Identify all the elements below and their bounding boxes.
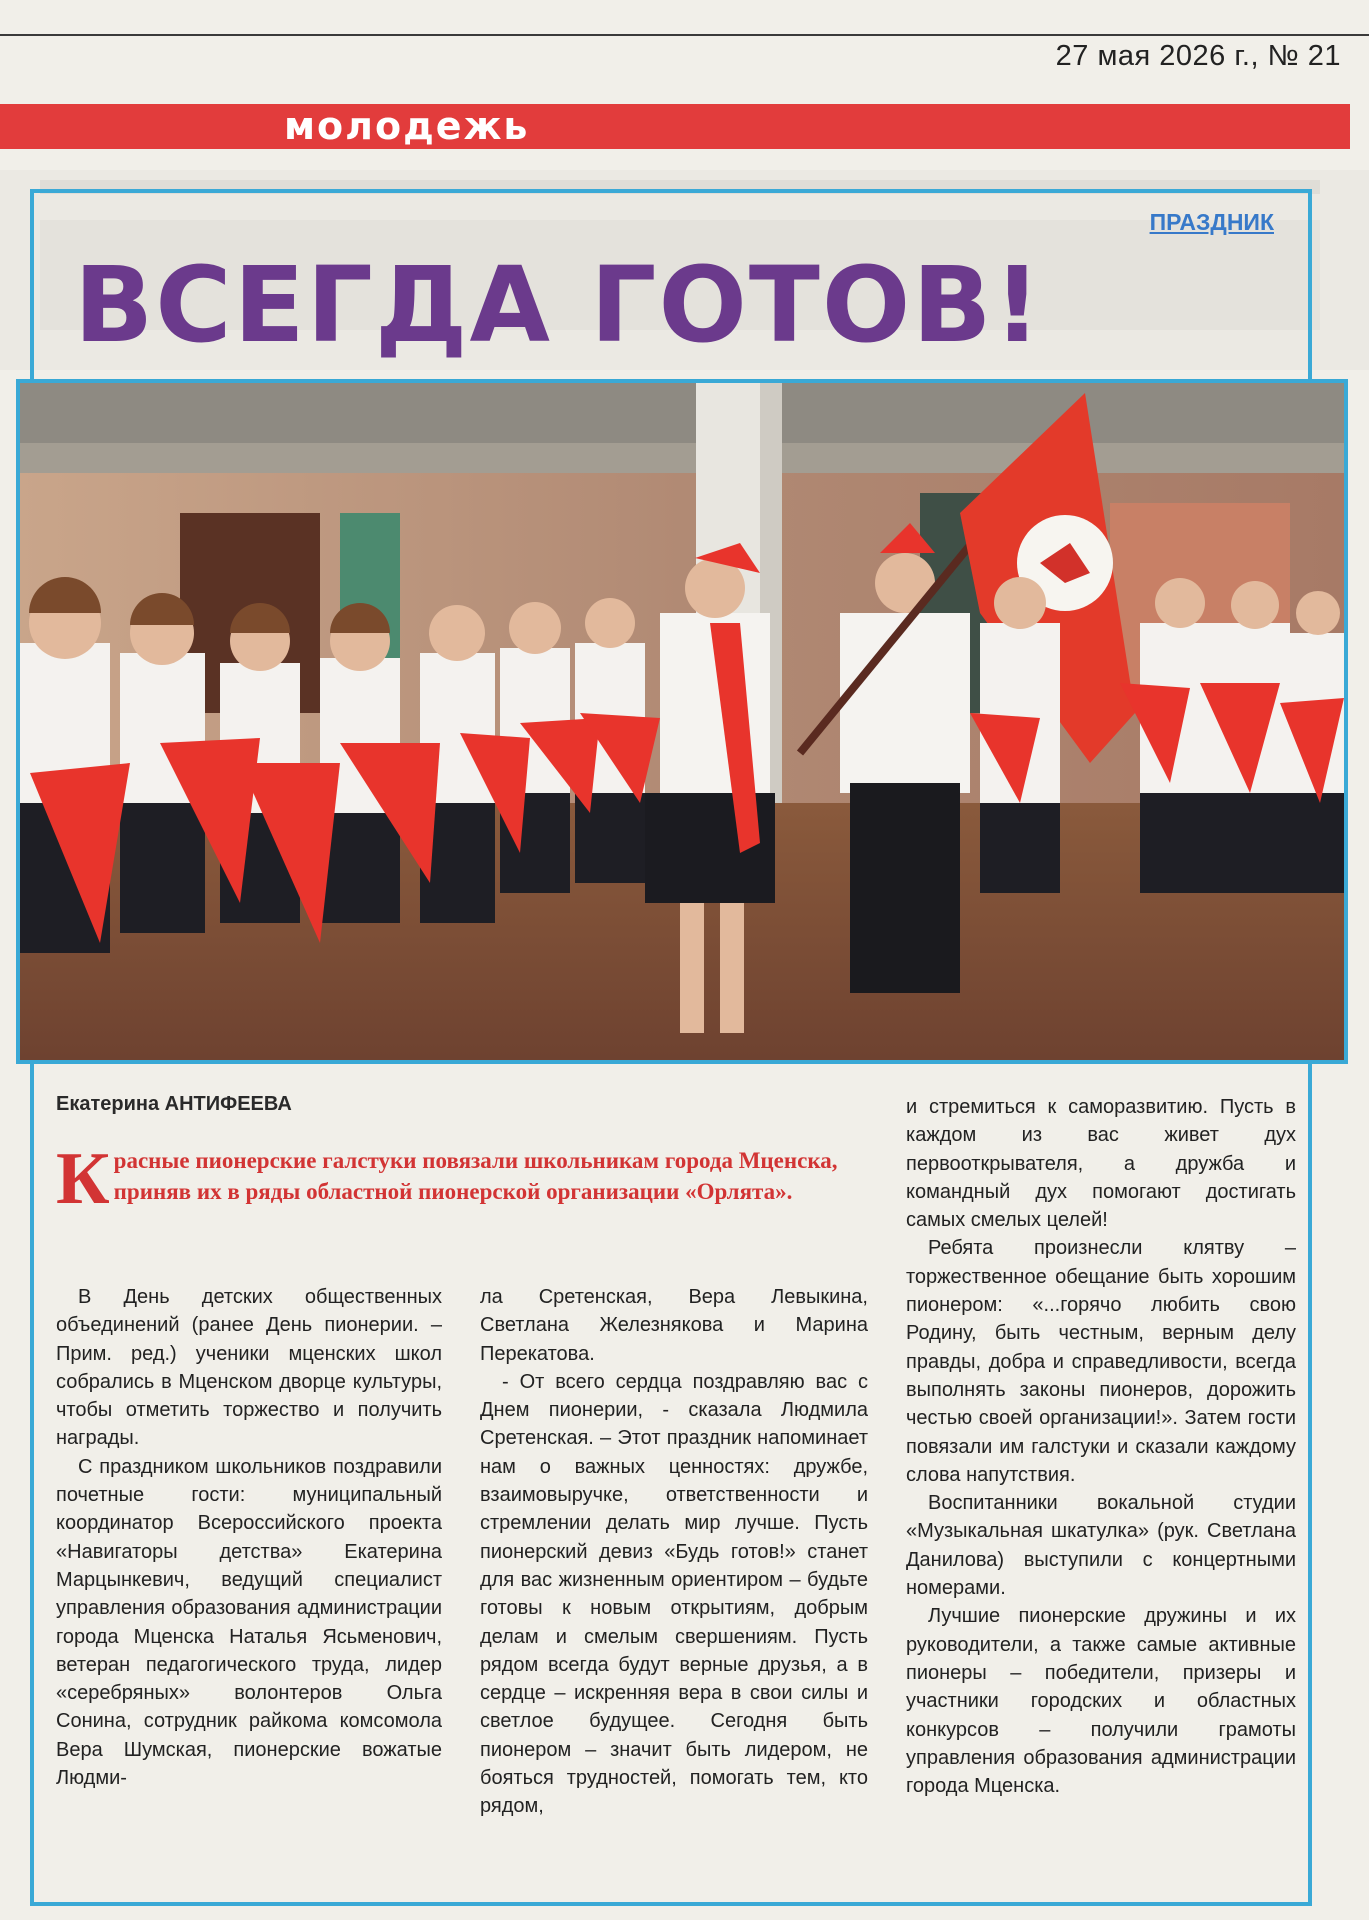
issue-date: 27 мая 2026 г., № 21 xyxy=(1055,40,1341,72)
text-column-2 xyxy=(480,1283,868,1821)
text-column-1 xyxy=(56,1283,442,1792)
paragraph: Лучшие пионерские дружины и их руководители, а также самые активные пионеры – победители, призеры и участники городских и областных конкурсов – получили грамоты управления образования администрации города Мценска. xyxy=(906,1605,1296,1798)
pioneer-ceremony-photo xyxy=(16,379,1348,1064)
paragraph: ла Сретенская, Вера Левыкина, Светлана Железнякова и Марина Перекатова. xyxy=(480,1286,868,1365)
paragraph: и стремиться к саморазвитию. Пусть в каждом из вас живет дух первооткрывателя, а дружба и командный дух помогают достигать самых смелых целей! xyxy=(906,1096,1296,1232)
top-rule xyxy=(0,34,1369,36)
paragraph: В День детских общественных объединений (ранее День пионерии. – Прим. ред.) ученики мценских школ собрались в Мценском дворце культуры, чтобы отметить торжество и получить награды. xyxy=(56,1286,442,1450)
lead-drop-cap: К xyxy=(56,1138,110,1220)
paragraph: Ребята произнесли клятву – торжественное обещание быть хорошим пионером: «...горячо любить свою Родину, быть честным, верным делу правды, добра и справедливости, всегда выполнять законы пионеров, дорожить честью своей организации!». Затем гости повязали им галстуки и сказали каждому слова напутствия. xyxy=(906,1237,1296,1486)
paragraph: С праздником школьников поздравили почетные гости: муниципальный координатор Всероссийского проекта «Навигаторы детства» Екатерина Марцынкевич, ведущий специалист управления образования администрации города Мценска Наталья Ясьменович, ветеран педагогического труда, лидер «серебряных» волонтеров Ольга Сонина, сотрудник райкома комсомола Вера Шумская, пионерские вожатые Людми- xyxy=(56,1455,442,1790)
headline: ВСЕГДА ГОТОВ! xyxy=(74,244,1043,366)
paragraph: - От всего сердца поздравляю вас с Днем пионерии, - сказала Людмила Сретенская. – Этот праздник напоминает нам о важных ценностях: дружбе, взаимовыручке, ответственности и стремлении делать мир лучше. Пусть пионерский девиз «Будь готов!» станет для вас жизненным ориентиром – будьте готовы к новым открытиям, добрым делам и смелым свершениям. Пусть рядом всегда будут верные друзья, а в сердце – искренняя вера в свои силы и светлое будущее. Сегодня быть пионером – значит быть лидером, не бояться трудностей, помогать тем, кто рядом, xyxy=(480,1370,868,1818)
article-lead xyxy=(56,1138,864,1220)
paragraph: Воспитанники вокальной студии «Музыкальная шкатулка» (рук. Светлана Данилова) выступили с концертными номерами. xyxy=(906,1492,1296,1600)
author-byline: Екатерина АНТИФЕЕВА xyxy=(56,1093,292,1115)
headline-frame xyxy=(30,189,1312,379)
rubric-link[interactable]: ПРАЗДНИК xyxy=(1149,209,1274,235)
section-bar xyxy=(0,104,1350,149)
lead-text: расные пионерские галстуки повязали школьникам города Мценска, приняв их в ряды областной пионерской организации «Орлята». xyxy=(113,1148,838,1204)
text-column-3 xyxy=(906,1093,1296,1800)
section-label: молодежь xyxy=(284,104,530,148)
